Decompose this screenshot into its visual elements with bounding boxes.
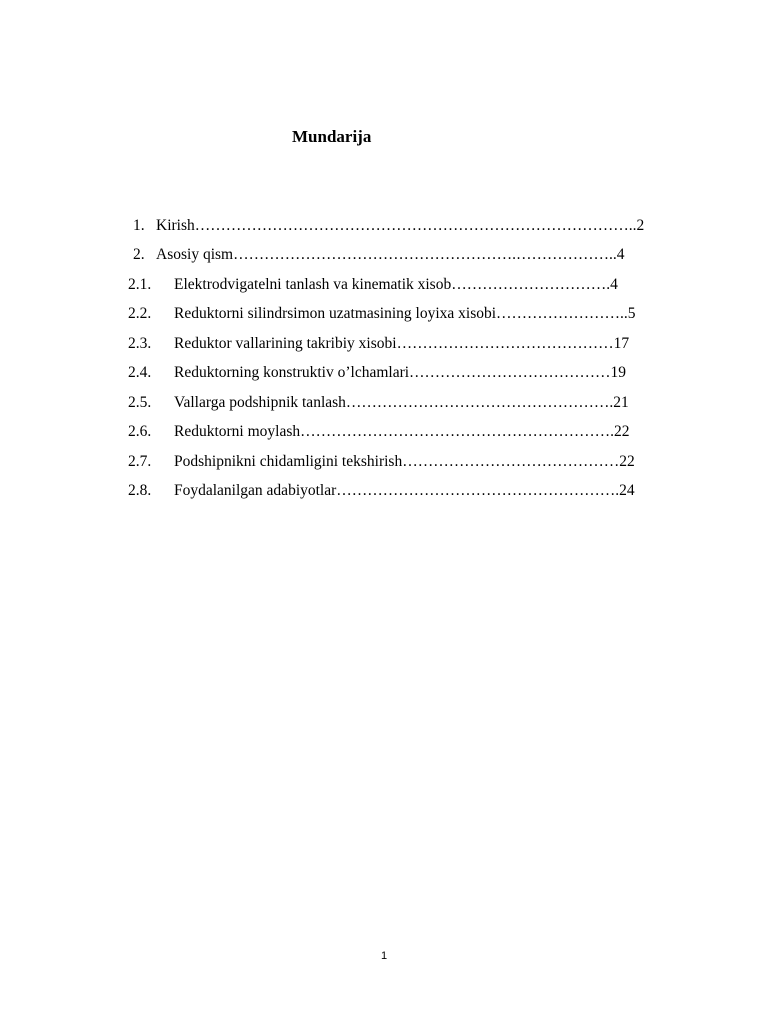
toc-item (128, 275, 618, 295)
toc-item-text: Vallarga podshipnik tanlash…………………………………………….21 (174, 394, 629, 411)
toc-item-number: 2.8. (128, 482, 152, 499)
toc-item-text: Podshipnikni chidamligini tekshirish……………………………………22 (174, 453, 635, 470)
toc-item-number: 2.2. (128, 305, 152, 322)
toc-item (128, 363, 626, 383)
toc-item-number: 2.1. (128, 276, 152, 293)
toc-item-text: Foydalanilgan adabiyotlar……………………………………………….24 (174, 482, 635, 499)
toc-item (128, 304, 636, 324)
toc-item-number: 2.4. (128, 364, 152, 381)
toc-item (128, 452, 635, 472)
toc-item (128, 422, 630, 442)
toc-item (133, 245, 624, 265)
toc-item-text: Kirish…………………………………………………………………………..2 (156, 217, 645, 234)
toc-item-number: 2.5. (128, 394, 152, 411)
toc-item (128, 334, 629, 354)
page-number: 1 (380, 950, 388, 962)
toc-item-text: Reduktorni silindrsimon uzatmasining loyixa xisobi……………………..5 (174, 305, 636, 322)
toc-item-text: Reduktorni moylash…………………………………………………….22 (174, 423, 630, 440)
toc-item (128, 481, 635, 501)
toc-item-text: Reduktor vallarining takribiy xisobi……………………………………17 (174, 335, 630, 352)
toc-item (128, 393, 629, 413)
toc-item-number: 2.7. (128, 453, 152, 470)
toc-item (133, 216, 644, 236)
toc-item-number: 2.6. (128, 423, 152, 440)
toc-item-text: Asosiy qism……………………………………………….………………..4 (156, 246, 625, 263)
toc-item-number: 1. (133, 217, 145, 234)
page-title: Mundarija (292, 127, 372, 146)
toc-item-number: 2. (133, 246, 145, 263)
toc-item-text: Reduktorning konstruktiv o’lchamlari…………………………………19 (174, 364, 627, 381)
toc-item-text: Elektrodvigatelni tanlash va kinematik xisob………………………….4 (174, 276, 618, 293)
toc-item-number: 2.3. (128, 335, 152, 352)
